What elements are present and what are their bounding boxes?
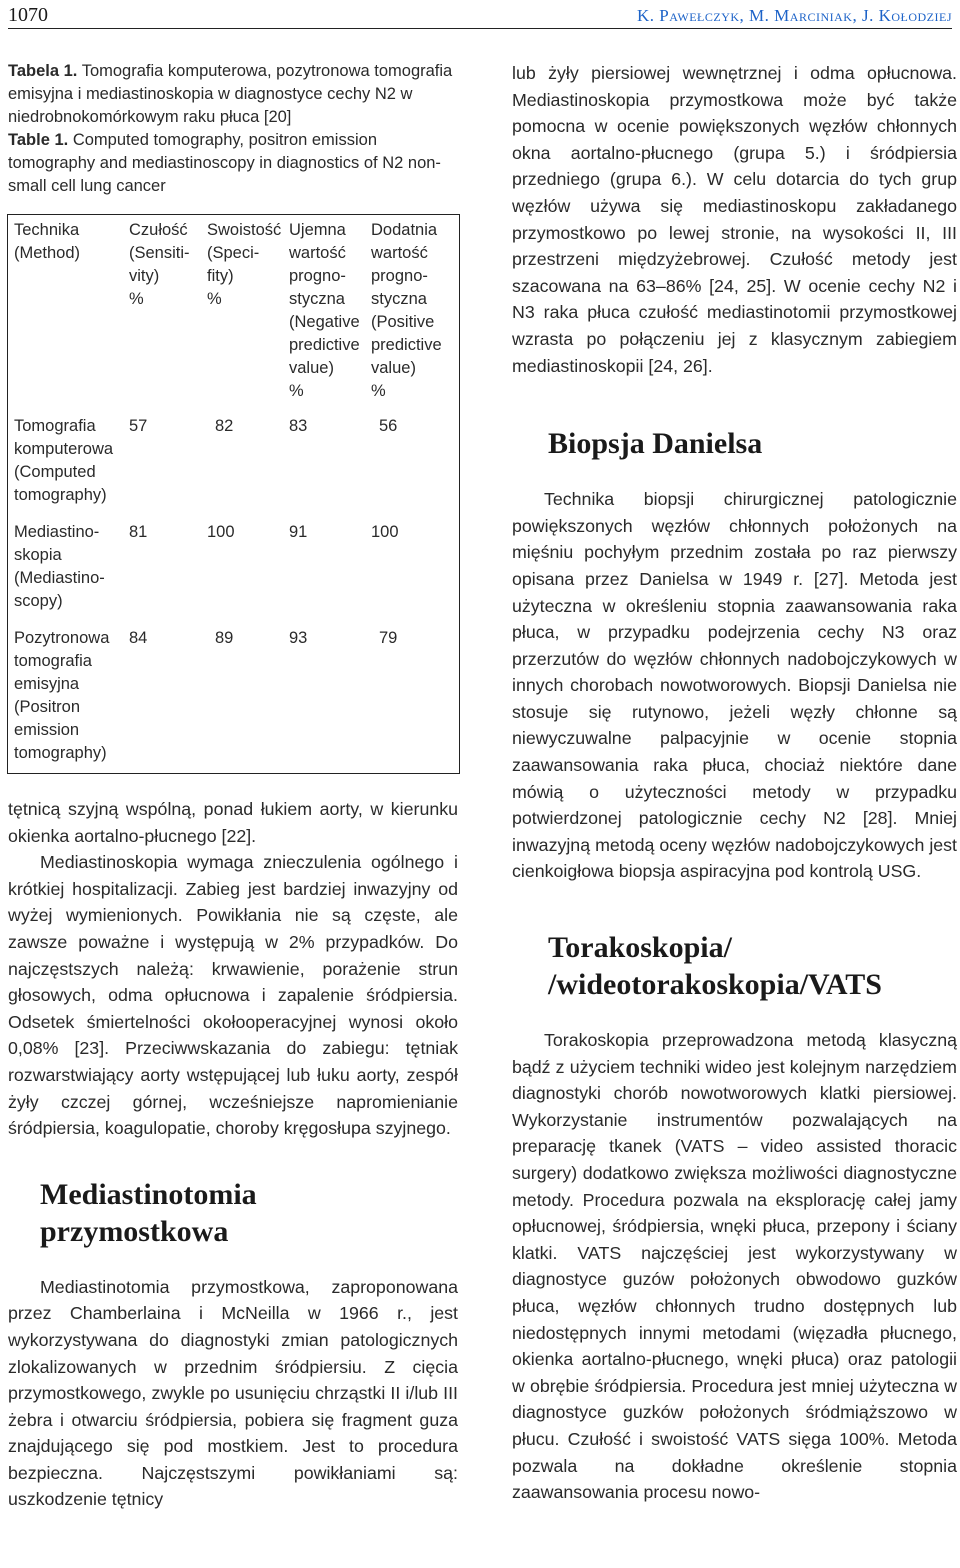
cell-specificity: 89 xyxy=(215,629,234,647)
table-caption-pl-label: Tabela 1. xyxy=(8,62,78,80)
cell-method: Tomografia komputerowa (Computed tomography) xyxy=(14,417,114,504)
table-row xyxy=(8,515,459,621)
paragraph-left-2: Mediastinoskopia wymaga znieczulenia ogólnego i krótkiej hospitalizacji. Zabieg jest bardziej inwazyjny od wyżej wymienionych. Powikłania nie są częste, ale zawsze poważne i występują w 2% przypadków. Do najczęstszych należą: krwawienie, porażenie strun głosowych, odma opłucnowa i zapalenie śródpiersia. Odsetek śmiertelności okołooperacyjnej wynosi około 0,08% [23]. Przeciwwskazania do zabiegu: tętniak rozwarstwiający aorty wstępującej lub łuku aorty, zespół żyły czczej górnej, wcześniejsze napromienianie śródpiersia, koagulopatie, choroby kręgosłupa szyjnego. xyxy=(8,852,458,1139)
page-number: 1070 xyxy=(8,4,48,26)
paragraph-right-1: lub żyły piersiowej wewnętrznej i odma opłucnowa. Mediastinoskopia przymostkowa może być także pomocna w ocenie powiększonych węzłów chłonnych okna aortalno-płucnego (grupa 5.) i śródpiersia przedniego (grupa 6.). W celu dotarcia do tych grup węzłów używa się mediastinoskopu zakładanego przymostkowo po lewej stronie, na wysokości II, III przestrzeni międzyżebrowej. Czułość metody jest szacowana na 63–86% [24, 25]. W ocenie cechy N2 i N3 raka płuca czułość mediastinotomii przymostkowej wzrasta po połączeniu jej z klasycznym zabiegiem mediastinoskopii [24, 26]. xyxy=(512,63,957,376)
table-header-row xyxy=(8,215,459,409)
cell-sensitivity: 84 xyxy=(129,629,148,647)
cell-npv: 83 xyxy=(289,417,308,435)
cell-ppv: 100 xyxy=(371,523,399,541)
results-table xyxy=(8,215,459,773)
cell-specificity: 82 xyxy=(215,417,234,435)
header-specificity: Swoistość (Speci- fity) % xyxy=(207,221,282,308)
table-caption-en-label: Table 1. xyxy=(8,131,69,149)
cell-ppv: 79 xyxy=(379,629,398,647)
cell-sensitivity: 81 xyxy=(129,523,148,541)
heading-torakoskopia xyxy=(548,929,957,1003)
running-authors: K. Pawełczyk, M. Marciniak, J. Kołodziej xyxy=(636,6,952,25)
table-row xyxy=(8,621,459,773)
left-column xyxy=(8,60,458,1513)
cell-sensitivity: 57 xyxy=(129,417,148,435)
paragraph-right-2: Technika biopsji chirurgicznej patologicznie powiększonych węzłów chłonnych położonych na mięśniu pochyłym przednim została po raz pierwszy opisana przez Danielsa w 1949 r. [27]. Metoda jest użyteczna w określeniu stopnia zaawansowania raka płuca, w przypadku podejrzenia cechy N3 oraz przerzutów do węzłów chłonnych nadobojczykowych w innych chorobach nowotworowych. Biopsji Danielsa nie stosuje się rutynowo, jeżeli węzły chłonne są niewyczuwalne palpacyjnie w ocenie stopnia zaawansowania raka płuca, chociaż niektóre dane mówią o użyteczności metody w przypadku potwierdzonej patologicznie cechy N2 [28]. Mniej inwazyjną metodą oceny węzłów nadobojczykowych jest cienkoigłowa biopsja aspiracyjna pod kontrolą USG. xyxy=(512,489,957,882)
heading-torakoskopia-line2: /wideotorakoskopia/VATS xyxy=(548,968,882,1002)
table-row xyxy=(8,409,459,515)
table-caption-en xyxy=(8,129,458,198)
paragraph-left-3: Mediastinotomia przymostkowa, zaproponowana przez Chamberlaina i McNeilla w 1966 r., jest wykorzystywana do diagnostyki zmian patologicznych zlokalizowanych w przednim śródpiersiu. Z cięcia przymostkowego, zwykle po usunięciu chrząstki II i/lub III żebra i otwarciu śródpiersia, pobiera się fragment guza znajdującego się pod mostkiem. Jest to procedura bezpieczna. Najczęstszymi powikłaniami są: uszkodzenie tętnicy xyxy=(8,1276,458,1510)
heading-mediastinotomia-line1: Mediastinotomia xyxy=(40,1177,257,1211)
header-ppv: Dodatnia wartość progno- styczna (Positive predictive value) % xyxy=(371,221,442,400)
header-npv: Ujemna wartość progno- styczna (Negative predictive value) % xyxy=(289,221,360,400)
cell-method: Mediastino- skopia (Mediastino- scopy) xyxy=(14,523,105,610)
heading-mediastinotomia-line2: przymostkowa xyxy=(40,1214,229,1248)
table-caption-pl xyxy=(8,60,458,129)
cell-npv: 93 xyxy=(289,629,308,647)
cell-ppv: 56 xyxy=(379,417,398,435)
results-table-frame xyxy=(7,214,460,774)
heading-mediastinotomia xyxy=(40,1176,458,1250)
header-sensitivity: Czułość (Sensiti- vity) % xyxy=(129,221,190,308)
header-method: Technika (Method) xyxy=(14,221,81,262)
paragraph-right-3: Torakoskopia przeprowadzona metodą klasyczną bądź z użyciem techniki wideo jest kolejnym narzędziem diagnostyki chorób nowotworowych klatki piersiowej. Wykorzystanie instrumentów pozwalających na preparację tkanek (VATS – video assisted thoracic surgery) dodatkowo zwiększa możliwości diagnostyczne metody. Procedura pozwala na eksplorację całej jamy opłucnowej, śródpiersia, wnęki płuca, przepony i ściany klatki. VATS najczęściej jest wykorzystywany w diagnostyce guzów położonych obwodowo guzków płuca, węzłów chłonnych trudno dostępnych lub niedostępnych innymi metodami (więzadła płucnego, okienka aortalno-płucnego, wnęki płuca) oraz patologii w obrębie śródpiersia. Procedura jest mniej użyteczna w diagnostyce guzków położonych śródmiąższowo w płucu. Czułość i swoistość VATS sięga 100%. Metoda pozwala na dokładne określenie stopnia zaawansowania procesu nowo- xyxy=(512,1030,957,1503)
heading-biopsja: Biopsja Danielsa xyxy=(548,427,763,461)
table-caption-pl-text: Tomografia komputerowa, pozytronowa tomografia emisyjna i mediastinoskopia w diagnostyce cechy N2 w niedrobnokomórkowym raku płuca [20] xyxy=(8,62,453,126)
paragraph-left-1: tętnicą szyjną wspólną, ponad łukiem aorty, w kierunku okienka aortalno-płucnego [22]. xyxy=(8,799,458,846)
right-column xyxy=(512,60,957,1506)
table-caption-en-text: Computed tomography, positron emission tomography and mediastinoscopy in diagnostics of N2 non-small cell lung cancer xyxy=(8,131,441,195)
page-header xyxy=(8,4,952,29)
cell-specificity: 100 xyxy=(207,523,235,541)
heading-torakoskopia-line1: Torakoskopia/ xyxy=(548,931,732,965)
cell-method: Pozytronowa tomografia emisyjna (Positron emission tomography) xyxy=(14,629,110,762)
cell-npv: 91 xyxy=(289,523,308,541)
